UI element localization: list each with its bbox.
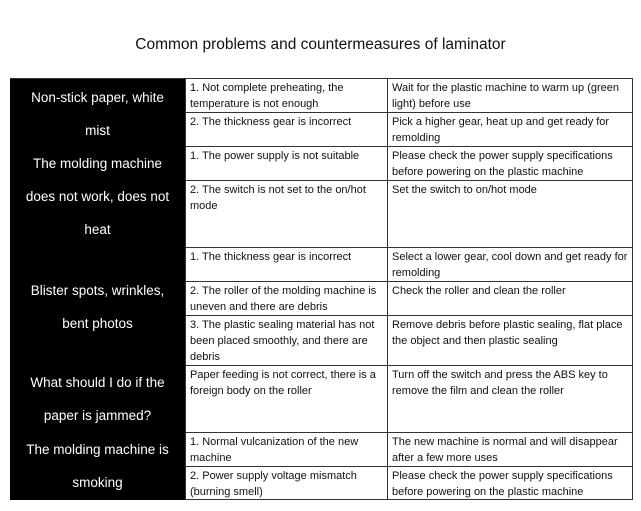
cause-cell: 1. The power supply is not suitable (185, 147, 388, 181)
problem-label: paper is jammed? (43, 408, 152, 423)
problem-column (10, 79, 185, 500)
cause-cell: 1. Normal vulcanization of the new machine (185, 433, 388, 467)
page-title: Common problems and countermeasures of laminator (135, 36, 506, 53)
problem-label: The molding machine (32, 156, 163, 171)
cause-cell: 1. Not complete preheating, the temperature is not enough (185, 79, 388, 113)
problem-label: Non-stick paper, white (31, 90, 164, 105)
cause-cell: 2. The roller of the molding machine is uneven and there are debris (185, 282, 388, 316)
solution-cell: Select a lower gear, cool down and get ready for remolding (388, 248, 633, 282)
solution-cell: The new machine is normal and will disappear after a few more uses (388, 433, 633, 467)
solution-cell: Please check the power supply specifications before powering on the plastic machine (388, 147, 633, 181)
solution-cell: Wait for the plastic machine to warm up (green light) before use (388, 79, 633, 113)
problem-label: heat (84, 222, 111, 237)
problem-label: Blister spots, wrinkles, (30, 283, 165, 298)
problem-label: The molding machine is (26, 442, 169, 457)
solution-cell: Turn off the switch and press the ABS key to remove the film and clean the roller (388, 366, 633, 433)
problem-label: mist (85, 123, 110, 138)
cause-cell: 2. The thickness gear is incorrect (185, 113, 388, 147)
problem-label: does not work, does not (25, 189, 170, 204)
problem-label: smoking (72, 475, 123, 490)
problem-label: bent photos (62, 316, 133, 331)
solutions-table (185, 79, 633, 500)
solution-cell: Remove debris before plastic sealing, flat place the object and then plastic sealing (388, 316, 633, 366)
solution-cell: Check the roller and clean the roller (388, 282, 633, 316)
cause-cell: 2. The switch is not set to the on/hot mode (185, 181, 388, 248)
cause-cell: Paper feeding is not correct, there is a foreign body on the roller (185, 366, 388, 433)
solution-cell: Set the switch to on/hot mode (388, 181, 633, 248)
cause-cell: 2. Power supply voltage mismatch (burning smell) (185, 467, 388, 500)
solution-cell: Please check the power supply specifications before powering on the plastic machine (388, 467, 633, 500)
cause-cell: 3. The plastic sealing material has not been placed smoothly, and there are debris (185, 316, 388, 366)
solution-cell: Pick a higher gear, heat up and get ready for remolding (388, 113, 633, 147)
cause-cell: 1. The thickness gear is incorrect (185, 248, 388, 282)
problem-label: What should I do if the (30, 375, 165, 390)
